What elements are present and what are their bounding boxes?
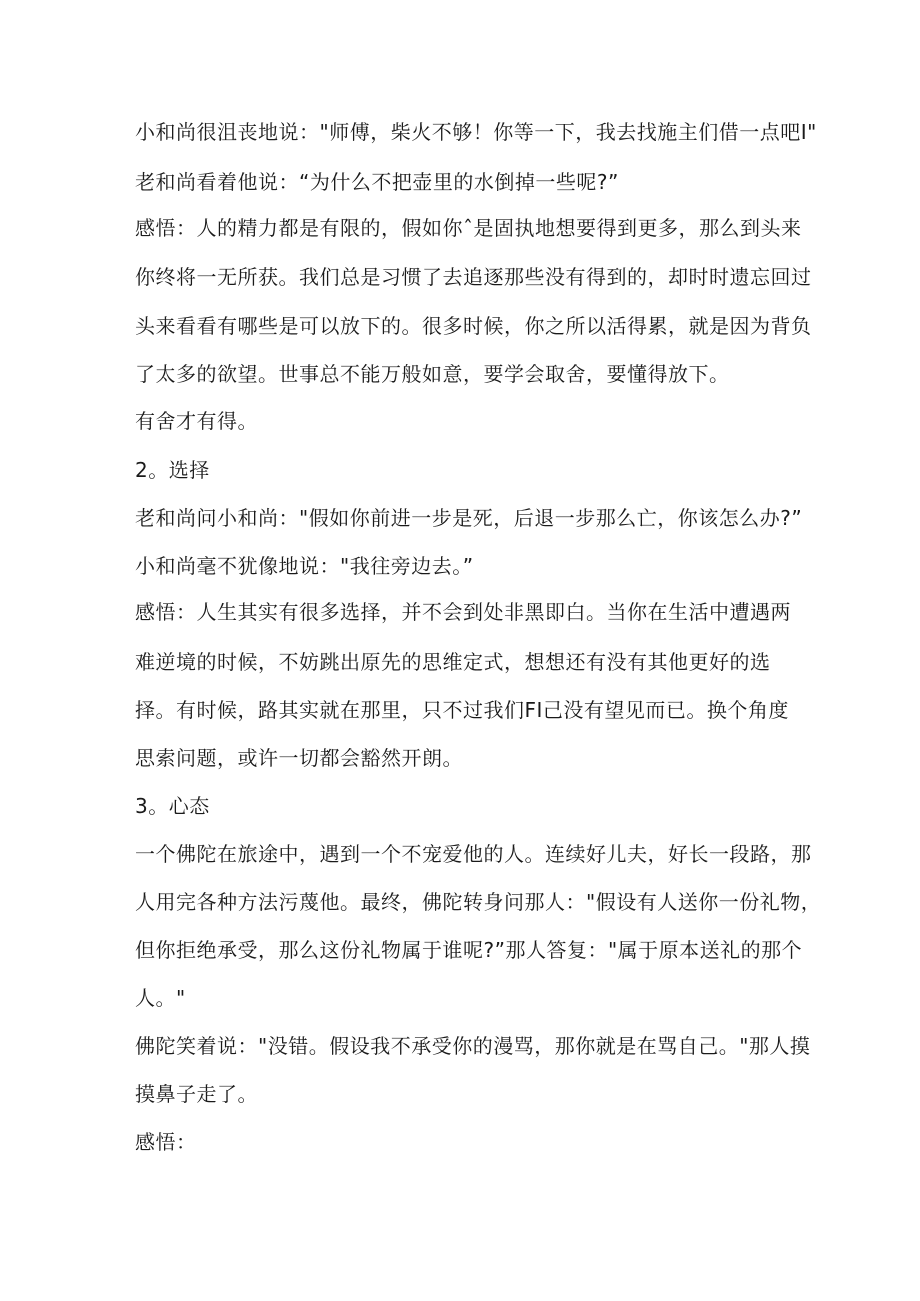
text-line: 老和尚问小和尚："假如你前进一步是死，后退一步那么亡，你该怎么办?” bbox=[135, 506, 803, 530]
text-line: 老和尚看着他说：“为什么不把壶里的水倒掉一些呢?” bbox=[135, 170, 619, 194]
text-line: 择。有时候，路其实就在那里，只不过我们FI己没有望见而已。换个角度 bbox=[135, 698, 789, 722]
text-line: 小和尚很沮丧地说："师傅，柴火不够！你等一下，我去找施主们借一点吧I" bbox=[135, 120, 817, 144]
text-line: 思索问题，或许一切都会豁然开朗。 bbox=[135, 746, 463, 770]
text-line: 一个佛陀在旅途中，遇到一个不宠爱他的人。连续好儿夫，好长一段路，那 bbox=[135, 842, 812, 866]
text-line: 人用完各种方法污蔑他。最终，佛陀转身问那人："假设有人送你一份礼物， bbox=[135, 890, 822, 914]
text-line: 感悟：人的精力都是有限的，假如你ˆ是固执地想要得到更多，那么到头来 bbox=[135, 216, 802, 240]
text-line: 感悟：人生其实有很多选择，并不会到处非黑即白。当你在生活中遭遇两 bbox=[135, 600, 791, 624]
text-line: 感悟： bbox=[135, 1130, 197, 1154]
text-line: 难逆境的时候，不妨跳出原先的思维定式，想想还有没有其他更好的选 bbox=[135, 650, 771, 674]
section-heading: 2。选择 bbox=[135, 458, 210, 482]
text-line: 佛陀笑着说："没错。假设我不承受你的漫骂，那你就是在骂自己。"那人摸 bbox=[135, 1034, 811, 1058]
text-line: 但你拒绝承受，那么这份礼物属于谁呢?”那人答复："属于原本送礼的那个 bbox=[135, 938, 803, 962]
text-line: 你终将一无所获。我们总是习惯了去追逐那些没有得到的，却时时遗忘回过 bbox=[135, 265, 812, 289]
text-line: 人。" bbox=[135, 986, 186, 1010]
text-line: 有舍才有得。 bbox=[135, 409, 258, 433]
section-heading: 3。心态 bbox=[135, 794, 210, 818]
text-line: 了太多的欲望。世事总不能万般如意，要学会取舍，要懂得放下。 bbox=[135, 362, 730, 386]
text-line: 摸鼻子走了。 bbox=[135, 1082, 258, 1106]
text-line: 小和尚毫不犹像地说："我往旁边去。” bbox=[135, 554, 474, 578]
text-line: 头来看看有哪些是可以放下的。很多时候，你之所以活得累，就是因为背负 bbox=[135, 314, 812, 338]
